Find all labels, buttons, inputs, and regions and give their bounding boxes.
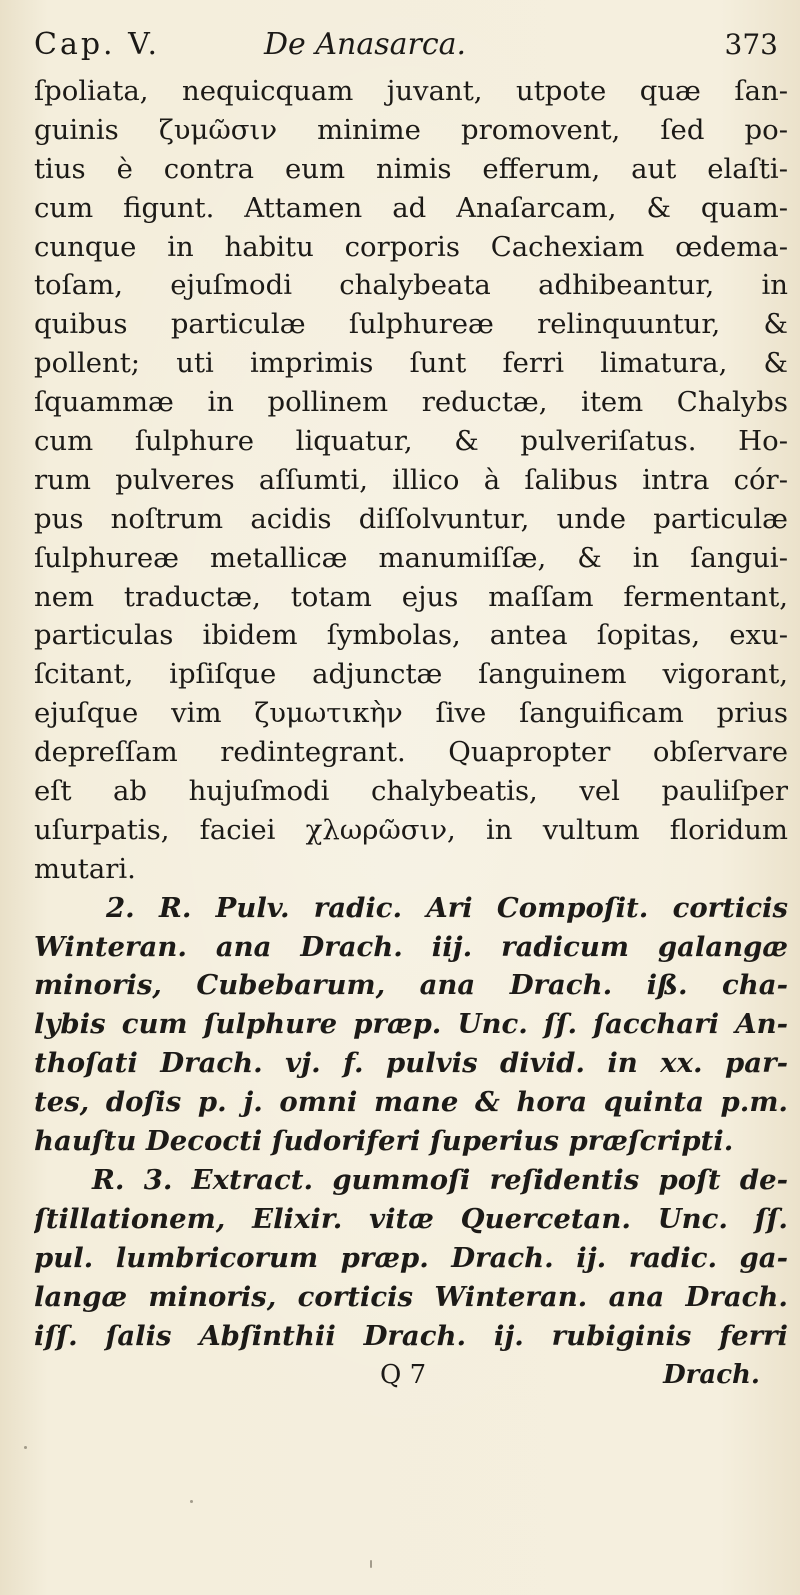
recipe-line: Winteran. ana Drach. iij. radicum galangæ (34, 930, 788, 963)
body-text (34, 72, 788, 1355)
recipe-line: hauſtu Decocti ſudoriferi ſuperius præſcripti. (34, 1125, 734, 1158)
recipe-line: langæ minoris, corticis Winteran. ana Drach. (34, 1280, 788, 1313)
recipe-line: tes, doſis p. j. omni mane & hora quinta p.m. (34, 1086, 788, 1119)
text-line: depreſſam redintegrant. Quapropter obſervare (34, 736, 788, 769)
text-line: uſurpatis, faciei χλωρῶσιν, in vultum floridum (34, 813, 788, 846)
text-line: cunque in habitu corporis Cachexiam œdema- (34, 230, 788, 263)
text-line: ſcitant, ipſiſque adjunctæ ſanguinem vigorant, (34, 658, 788, 691)
text-line: cum figunt. Attamen ad Anaſarcam, & quam- (34, 191, 788, 224)
text-line: pollent; uti imprimis ſunt ferri limatura, & (34, 347, 788, 380)
text-line: ſquammæ in pollinem reductæ, item Chalybs (34, 386, 788, 419)
ink-speck (24, 1446, 27, 1449)
ink-speck (370, 1560, 372, 1568)
text-line: ſulphureæ metallicæ manumiſſæ, & in ſangui- (34, 541, 788, 574)
signature-mark: Q 7 (380, 1360, 427, 1391)
recipe-line: pul. lumbricorum præp. Drach. ij. radic. ga- (34, 1241, 788, 1274)
recipe-line: thoſati Drach. vj. f. pulvis divid. in xx. par- (34, 1047, 788, 1080)
running-header (34, 20, 788, 70)
running-title: De Anasarca. (264, 27, 467, 62)
recipe-line: minoris, Cubebarum, ana Drach. iß. cha- (34, 969, 788, 1002)
recipe-line: ſtillationem, Elixir. vitæ Quercetan. Unc. ſſ. (34, 1202, 788, 1235)
page-footer (34, 1355, 788, 1395)
recipe-line: iſſ. ſalis Abſinthii Drach. ij. rubiginis ferri (34, 1319, 788, 1352)
recipe-line: 2. R. Pulv. radic. Ari Compoſit. corticis (106, 891, 788, 924)
text-line: mutari. (34, 852, 136, 885)
catchword: Drach. (663, 1360, 760, 1391)
text-line: guinis ζυμῶσιν minime promovent, ſed po- (34, 113, 788, 146)
text-line: ejuſque vim ζυμωτικὴν ſive ſanguificam prius (34, 697, 788, 730)
text-line: pus noſtrum acidis diſſolvuntur, unde particulæ (34, 502, 788, 535)
text-line: quibus particulæ ſulphureæ relinquuntur, & (34, 308, 788, 341)
text-line: particulas ibidem ſymbolas, antea ſopitas, exu- (34, 619, 788, 652)
text-line: nem traductæ, totam ejus maſſam fermentant, (34, 580, 788, 613)
text-line: rum pulveres aſſumti, illico à ſalibus intra cór- (34, 463, 788, 496)
chapter-heading: Cap. V. (34, 27, 161, 62)
text-line: ſpoliata, nequicquam juvant, utpote quæ ſan- (34, 75, 788, 107)
recipe-line: R. 3. Extract. gummoſi reſidentis poſt de- (92, 1163, 788, 1196)
page-number: 373 (724, 28, 778, 61)
text-line: toſam, ejuſmodi chalybeata adhibeantur, in (34, 269, 788, 302)
text-line: tius è contra eum nimis efferum, aut elaſti- (34, 152, 788, 185)
recipe-line: lybis cum ſulphure præp. Unc. ſſ. ſacchari An- (34, 1008, 788, 1041)
text-line: cum ſulphure liquatur, & pulveriſatus. Ho- (34, 425, 788, 458)
text-line: eſt ab hujuſmodi chalybeatis, vel pauliſper (34, 775, 788, 808)
ink-speck (190, 1500, 193, 1503)
